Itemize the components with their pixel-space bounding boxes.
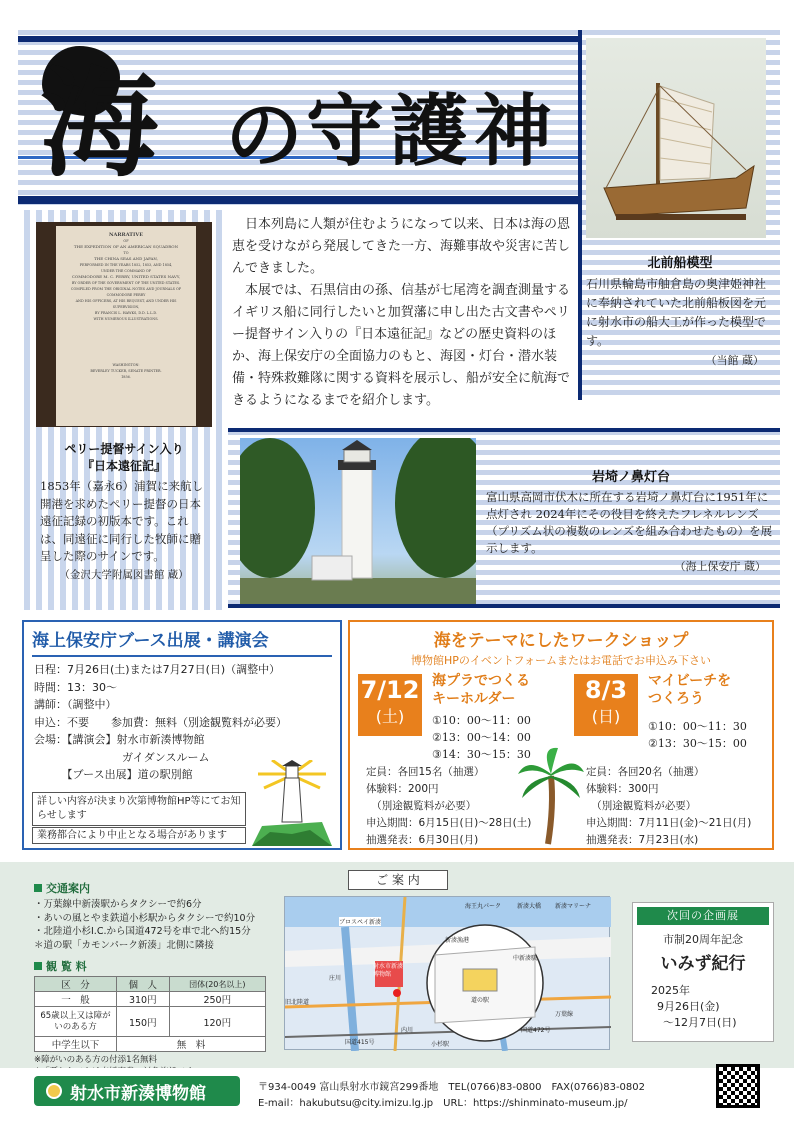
lighthouse-caption-title: 岩埼ノ鼻灯台 (591, 470, 670, 485)
fees-cell: 無 料 (117, 1037, 266, 1052)
booth-box (22, 620, 342, 850)
booth-line: 会場：【講演会】射水市新湊博物館 (34, 733, 205, 746)
booth-note-1: 詳しい内容が決まり次第博物館HP等にてお知らせします (37, 796, 241, 821)
ship-model-photo (586, 38, 766, 238)
green-square-icon (34, 962, 42, 970)
workshop2-info-line: 抽選発表：7月23日(水) (586, 834, 699, 846)
book-line: TO (123, 251, 129, 255)
workshop2-times (648, 718, 747, 752)
book-line: THE CHINA SEAS AND JAPAN, (94, 256, 158, 261)
intro-text (232, 214, 572, 412)
booth-line: 時間：13：30～ (34, 680, 117, 694)
access-map (284, 896, 610, 1050)
booth-line: 【ブース出展】道の駅別館 (34, 768, 193, 781)
workshop1-info-line: （別途観覧料が必要） (366, 800, 477, 812)
workshop1-info-line: 定員：各回15名（抽選） (366, 766, 485, 778)
fees-cell: 一 般 (35, 992, 117, 1007)
book-line: UNDER THE COMMAND OF (100, 269, 152, 273)
workshop1-info-line: 申込期間：6月15日(日)～28日(土) (366, 817, 532, 829)
intro-paragraph-1: 日本列島に人類が住むようになって以来、日本は海の恩恵を受けながら発展してきた一方、海難事故や災害に苦しんできました。 (232, 217, 571, 276)
map-label: 国道472号 (521, 1027, 551, 1034)
workshop1-info-line: 抽選発表：6月30日(月) (366, 834, 479, 846)
book-line: WITH NUMEROUS ILLUSTRATIONS. (93, 317, 159, 321)
workshop-box (348, 620, 774, 850)
map-label: 中新湊駅 (513, 955, 538, 962)
map-label: 小杉駅 (431, 1041, 450, 1048)
booth-note-box (32, 792, 246, 826)
workshop1-time: ①10：00～11：00 (432, 714, 531, 727)
map-label: 万葉線 (555, 1011, 574, 1018)
fees-note: ※障がいのある方の付添1名無料 (34, 1055, 158, 1065)
workshop1-date: 7/12 (360, 676, 420, 704)
next-exhibit-header: 次回の企画展 (637, 907, 769, 925)
fees-header-label: 観 覧 料 (46, 960, 87, 973)
map-label: 内川 (401, 1027, 414, 1034)
workshop1-time: ③14：30～15：30 (432, 748, 531, 761)
museum-name: 射水市新湊博物館 (70, 1083, 206, 1104)
title-char-4: 護 (390, 86, 469, 177)
lighthouse-caption-text: 富山県高岡市伏木に所在する岩埼ノ鼻灯台に1951年に点灯され 2024年にその役目を終えたフレネルレンズ（プリズム状の複数のレンズを組み合わせたもの）を展示します。 (486, 490, 773, 555)
book-caption (40, 440, 208, 583)
table-row (35, 1007, 266, 1037)
fees-header (34, 958, 284, 974)
qr-code[interactable] (716, 1064, 760, 1108)
next-exhibit-year: 2025年 (651, 984, 690, 997)
fees-cell: 250円 (169, 992, 265, 1007)
workshop2-info-line: 体験料：300円 (586, 783, 659, 795)
book-line: COMPILED FROM THE ORIGINAL NOTES AND JOURNALS OF COMMODORE PERRY (70, 287, 182, 297)
booth-line: 申込：不要 参加費：無料（別途観覧料が必要） (34, 715, 287, 729)
booth-line: 日程：7月26日(土)または7月27日(日)（調整中） (34, 663, 281, 676)
book-caption-title2: 『日本遠征記』 (81, 459, 166, 473)
lighthouse-bar-bottom (228, 604, 780, 608)
ship-caption (586, 252, 774, 369)
booth-note-2: 業務都合により中止となる場合があります (32, 827, 246, 844)
lighthouse-bar-top (228, 428, 780, 432)
map-label: 新湊漁港 (445, 937, 470, 944)
fees-head-cell: 区 分 (35, 977, 117, 992)
intro-paragraph-2: 本展では、石黒信由の孫、信基が七尾湾を調査測量するイギリス船に同行したいと加賀藩に申し出た古文書やペリー提督サイン入りの『日本遠征記』などの歴史資料のほか、海上保安庁の全面協力のもと、海図・灯台・潜水装備・特殊救難隊に関する資料を展示し、船が安全に航海できるようになるまでを紹介します。 (232, 283, 571, 408)
header-bar-bottom (18, 196, 578, 204)
access-line: ・万葉線中新湊駅からタクシーで約6分 (34, 899, 202, 910)
workshop2-info-line: （別途観覧料が必要） (586, 800, 697, 812)
title-char-5: 神 (474, 86, 553, 177)
workshop1-name (432, 672, 530, 708)
workshop2-info (586, 764, 751, 849)
ship-model-icon (586, 38, 766, 238)
workshop1-info (366, 764, 531, 849)
workshop-subtitle: 博物館HPのイベントフォームまたはお電話でお申込み下さい (410, 654, 712, 667)
table-row (35, 992, 266, 1007)
palm-tree-icon (518, 746, 584, 846)
title-char-3: 守 (306, 86, 385, 177)
access-header-label: 交通案内 (46, 882, 90, 895)
book-page (56, 226, 196, 426)
ship-caption-credit: （当館 蔵） (705, 354, 764, 367)
workshop2-info-line: 定員：各回20名（抽選） (586, 766, 705, 778)
lighthouse-caption (486, 466, 776, 575)
book-line: BY FRANCIS L. HAWKS, D.D. L.L.D. (94, 311, 158, 315)
ship-caption-text: 石川県輪島市舳倉島の奥津姫神社に奉納されていた北前船板図を元に射水市の船大工が作った模型です。 (586, 277, 767, 348)
book-line: COMMODORE M. C. PERRY, UNITED STATES NAVY, (71, 274, 181, 279)
booth-title: 海上保安庁ブース出展・講演会 (32, 626, 332, 657)
fees-cell: 中学生以下 (35, 1037, 117, 1052)
ship-caption-title: 北前船模型 (647, 256, 713, 271)
next-exhibit (632, 902, 774, 1042)
perry-book-photo (36, 222, 212, 427)
map-label: 新湊マリーナ (555, 903, 592, 910)
lighthouse-illustration-icon (252, 760, 332, 846)
book-line: 1856. (121, 375, 131, 379)
map-title: ご 案 内 (348, 870, 448, 890)
workshop1-times (432, 712, 531, 763)
map-label: 射水市新湊博物館 (373, 963, 404, 978)
map-label: ブロスペイ新湊 (339, 919, 382, 926)
museum-logo (34, 1076, 240, 1106)
book-line: WASHINGTON: (112, 363, 140, 367)
next-exhibit-sub: 市制20周年記念 (663, 933, 743, 946)
workshop1-time: ②13：00～14：00 (432, 731, 531, 744)
workshop1-info-line: 体験料：200円 (366, 783, 439, 795)
fees-cell: 150円 (117, 1007, 170, 1037)
map-label: 海王丸パーク (465, 903, 502, 910)
booth-line: ガイダンスルーム (34, 750, 210, 764)
workshop1-date-badge (358, 674, 422, 736)
book-line: NARRATIVE (108, 232, 144, 238)
book-line: BEVERLEY TUCKER, SENATE PRINTER. (90, 369, 162, 373)
table-row (35, 1037, 266, 1052)
fees-table-head (35, 977, 266, 992)
next-exhibit-to: ～12月7日(日) (663, 1016, 737, 1029)
workshop2-time: ②13：30～15：00 (648, 737, 747, 750)
title-char-2: の (225, 90, 304, 181)
header-bar-top (18, 36, 578, 42)
book-line: OF (123, 239, 129, 243)
fees-cell: 65歳以上又は障がいのある方 (35, 1007, 117, 1037)
fees-table (34, 976, 266, 1052)
access-line: ・北陸道小杉I.C.から国道472号を車で北へ約15分 (34, 926, 251, 937)
map-label: 国道415号 (345, 1039, 375, 1046)
map-label: 旧北陸道 (285, 999, 310, 1006)
workshop-title: 海をテーマにしたワークショップ (433, 631, 689, 651)
booth-line: 講師：（調整中） (34, 698, 117, 711)
workshop2-name (648, 672, 731, 708)
fees-cell: 310円 (117, 992, 170, 1007)
book-line: THE EXPEDITION OF AN AMERICAN SQUADRON (73, 244, 179, 249)
book-line: PERFORMED IN THE YEARS 1852, 1853, AND 1854, (79, 263, 173, 267)
map-label: 庄川 (329, 975, 342, 982)
workshop2-time: ①10：00～11：30 (648, 720, 747, 733)
workshop2-name-line1: マイビーチを (648, 673, 732, 689)
lighthouse-caption-credit: （海上保安庁 蔵） (674, 560, 766, 573)
lighthouse-photo-icon (240, 438, 476, 604)
fees-head-cell: 団体(20名以上) (169, 977, 265, 992)
book-caption-credit: （金沢大学附属図書館 蔵） (59, 568, 189, 581)
workshop2-name-line2: つくろう (648, 691, 704, 707)
access-header (34, 880, 284, 896)
workshop1-name-line1: 海プラでつくる (432, 673, 530, 689)
book-caption-title1: ペリー提督サイン入り (64, 442, 184, 456)
book-line: AND HIS OFFICERS, AT HIS REQUEST, AND UNDER HIS SUPERVISION, (75, 299, 177, 309)
access-line: ＊道の駅「カモンパーク新湊」北側に隣接 (34, 939, 214, 951)
fees-head-cell: 個 人 (117, 977, 170, 992)
book-line: BY ORDER OF THE GOVERNMENT OF THE UNITED STATES. (71, 281, 181, 285)
workshop2-date-badge (574, 674, 638, 736)
map-label: 新湊大橋 (517, 903, 542, 910)
next-exhibit-name: いみず紀行 (660, 954, 746, 974)
next-exhibit-from: 9月26日(金) (657, 1000, 720, 1013)
footer-address: 〒934-0049 富山県射水市鏡宮299番地 TEL(0766)83-0800 FAX(0766)83-0802 (258, 1082, 646, 1093)
workshop1-dow: (土) (375, 707, 405, 726)
ship-bar (578, 30, 582, 400)
green-square-icon (34, 884, 42, 892)
fees-cell: 120円 (169, 1007, 265, 1037)
title-char-1: 海 (40, 54, 159, 193)
museum-emblem-icon (46, 1083, 62, 1099)
workshop2-info-line: 申込期間：7月11日(金)～21日(月) (586, 817, 752, 829)
map-label: 道の駅 (471, 997, 490, 1004)
workshop2-dow: (日) (591, 707, 621, 726)
book-caption-text: 1853年（嘉永6）浦賀に来航し開港を求めたペリー提督の日本遠征記録の初版本です。これは、同遠征に同行した牧師に贈呈した際のサインです。 (40, 479, 204, 563)
access-line: ・あいの風とやま鉄道小杉駅からタクシーで約10分 (34, 912, 256, 924)
workshop1-name-line2: キーホルダー (432, 691, 516, 707)
workshop2-date: 8/3 (584, 676, 628, 704)
lighthouse-photo (240, 438, 476, 604)
access-lines (34, 898, 284, 952)
access-section (34, 880, 284, 1078)
footer-web[interactable]: E-mail：hakubutsu@city.imizu.lg.jp URL：https://shinminato-museum.jp/ (258, 1098, 628, 1109)
